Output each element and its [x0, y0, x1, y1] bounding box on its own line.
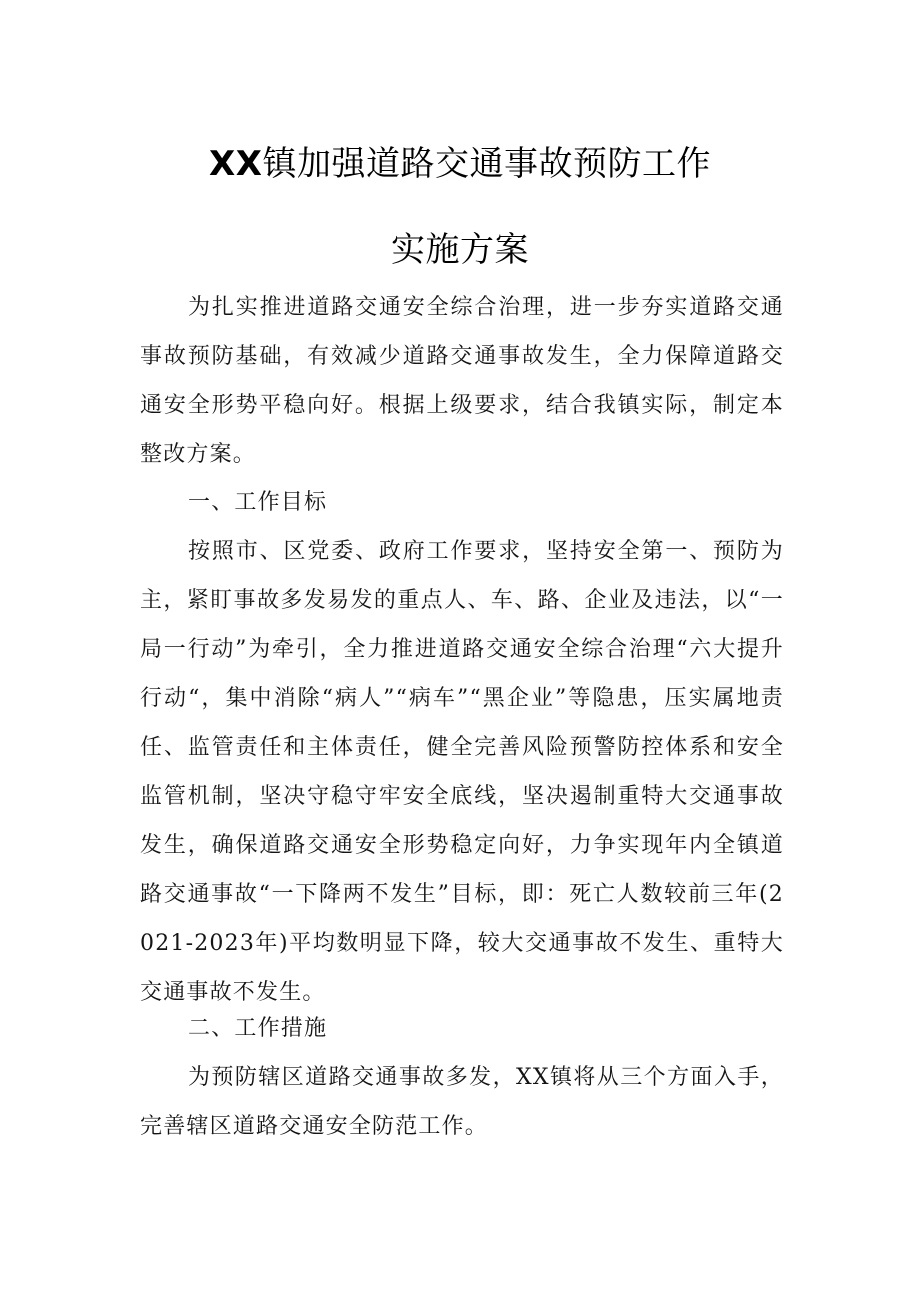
title-prefix: XX — [209, 144, 263, 184]
section-goals-paragraph: 按照市、区党委、政府工作要求，坚持安全第一、预防为主，紧盯事故多发易发的重点人、车、路、企业及违法，以“一局一行动”为牵引，全力推进道路交通安全综合治理“六大提升行动“，集中消除“病人”“病车”“黑企业”等隐患，压实属地责任、监管责任和主体责任，健全完善风险预警防控体系和安全监管机制，坚决守稳守牢安全底线，坚决遏制重特大交通事故发生，确保道路交通安全形势稳定向好，力争实现年内全镇道路交通事故“一下降两不发生”目标，即：死亡人数较前三年(2021-2023年)平均数明显下降，较大交通事故不发生、重特大交通事故不发生。 — [140, 539, 784, 1005]
title-main: 镇加强道路交通事故预防工作 — [262, 144, 711, 184]
section-heading-measures: 二、工作措施 — [188, 1016, 328, 1041]
section-measures-paragraph: 为预防辖区道路交通事故多发，XX镇将从三个方面入手，完善辖区道路交通安全防范工作。 — [140, 1065, 784, 1139]
section-heading-goals: 一、工作目标 — [188, 490, 328, 515]
document-subtitle: 实施方案 — [391, 230, 529, 270]
document-title — [0, 142, 920, 186]
intro-paragraph: 为扎实推进道路交通安全综合治理，进一步夯实道路交通事故预防基础，有效减少道路交通事故发生，全力保障道路交通安全形势平稳向好。根据上级要求，结合我镇实际，制定本整改方案。 — [140, 295, 784, 467]
